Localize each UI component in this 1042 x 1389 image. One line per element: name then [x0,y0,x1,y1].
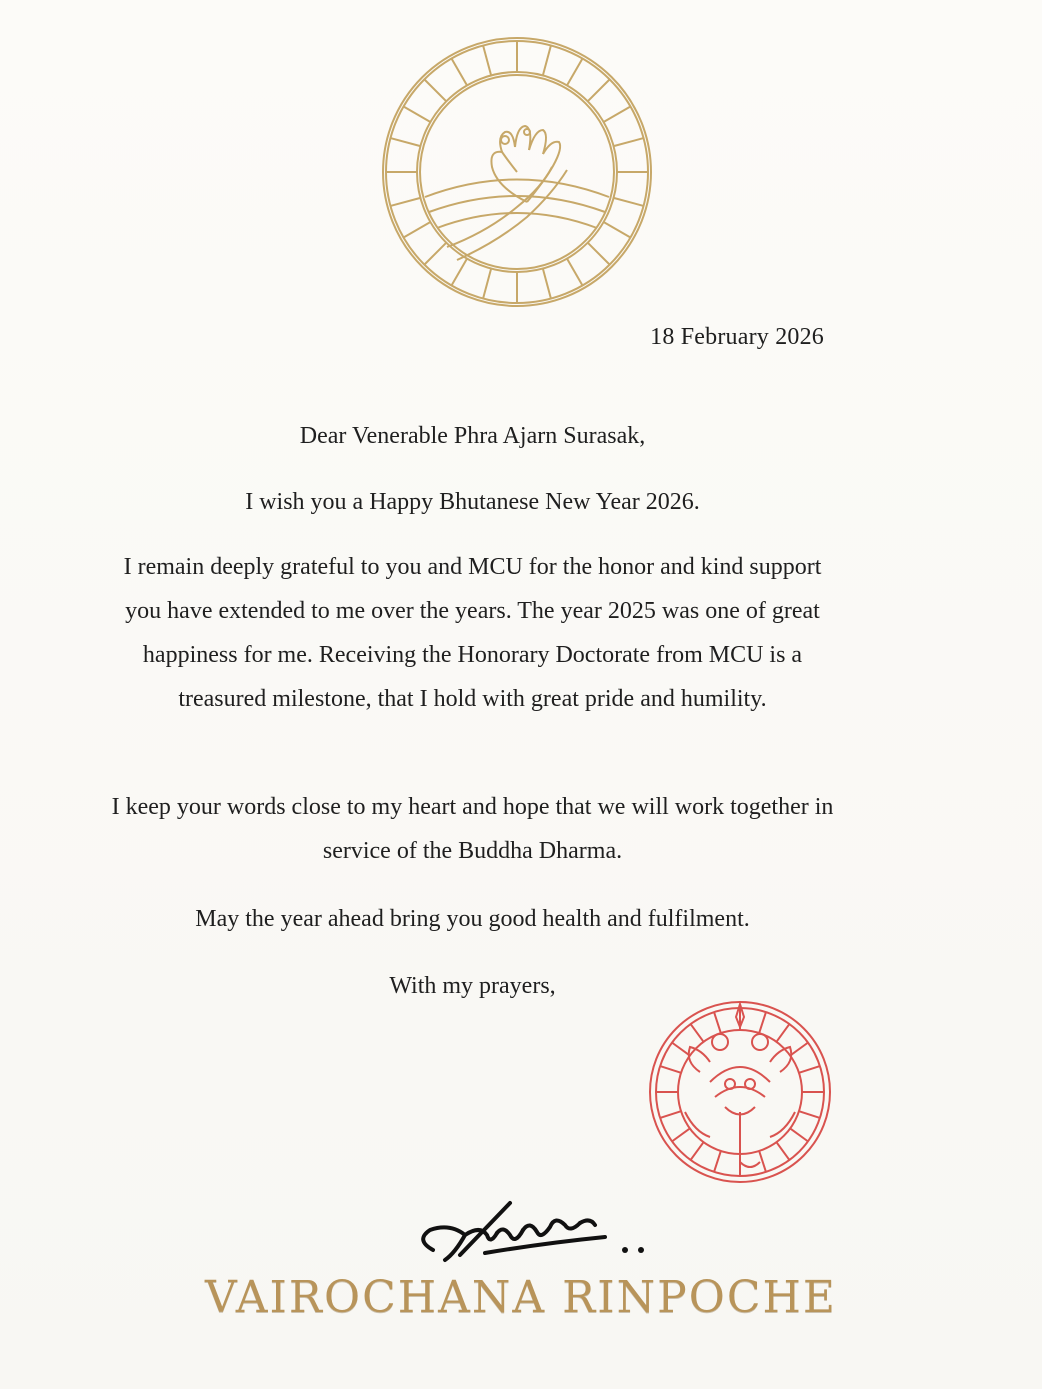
seal-spoke [776,1142,789,1160]
letter-paragraph-2: I keep your words close to my heart and hope that we will work together in service of the Buddha Dharma. [111,794,834,864]
emblem-spoke [588,243,610,265]
emblem-spoke [604,222,631,238]
seal-spoke [799,1111,820,1118]
emblem-spoke [567,59,583,86]
seal-spoke [691,1024,704,1042]
seal-spoke [672,1128,690,1141]
emblem-spoke [404,107,431,123]
emblem-spoke [483,269,491,299]
letter-date: 18 February 2026 [650,324,824,350]
emblem-spoke [567,259,583,286]
emblem-spoke [614,198,644,206]
letter-greeting: I wish you a Happy Bhutanese New Year 2026. [245,489,700,515]
seal-spoke [660,1111,681,1118]
letter-paragraph-1: I remain deeply grateful to you and MCU for the honor and kind support you have extended to me over the years. The year 2025 was one of great happiness for me. Receiving the Honorary Doctorate from MCU is a treasured milestone, that I hold with great pride and humility. [123,554,822,712]
emblem-spoke [543,269,551,299]
seal-spoke [714,1151,721,1172]
seal-spoke [672,1043,690,1056]
seal-spoke [660,1066,681,1073]
seal-spoke [799,1066,820,1073]
handwritten-signature-icon [405,1195,660,1275]
emblem-spoke [424,243,446,265]
emblem-spoke [604,107,631,123]
seal-spoke [691,1142,704,1160]
seal-spoke [759,1151,766,1172]
emblem-spoke [424,79,446,101]
letter-paragraph-3: May the year ahead bring you good health and fulfilment. [195,906,750,932]
seal-spoke [776,1024,789,1042]
seal-spoke [790,1128,808,1141]
emblem-spoke [543,45,551,75]
seal-spoke [759,1012,766,1033]
seal-spoke [714,1012,721,1033]
emblem-spoke [452,259,468,286]
gold-wheel-hand-mudra-emblem-icon [377,32,657,312]
emblem-spoke [452,59,468,86]
emblem-spoke [404,222,431,238]
red-garuda-seal-icon [640,992,840,1192]
emblem-spoke [390,198,420,206]
emblem-spoke [588,79,610,101]
signatory-name: VAIROCHANA RINPOCHE [204,1272,838,1323]
letter-salutation: Dear Venerable Phra Ajarn Surasak, [299,423,646,449]
emblem-spoke [483,45,491,75]
emblem-spoke [390,138,420,146]
emblem-spoke [614,138,644,146]
letter-closing: With my prayers, [389,973,556,999]
seal-spoke [790,1043,808,1056]
